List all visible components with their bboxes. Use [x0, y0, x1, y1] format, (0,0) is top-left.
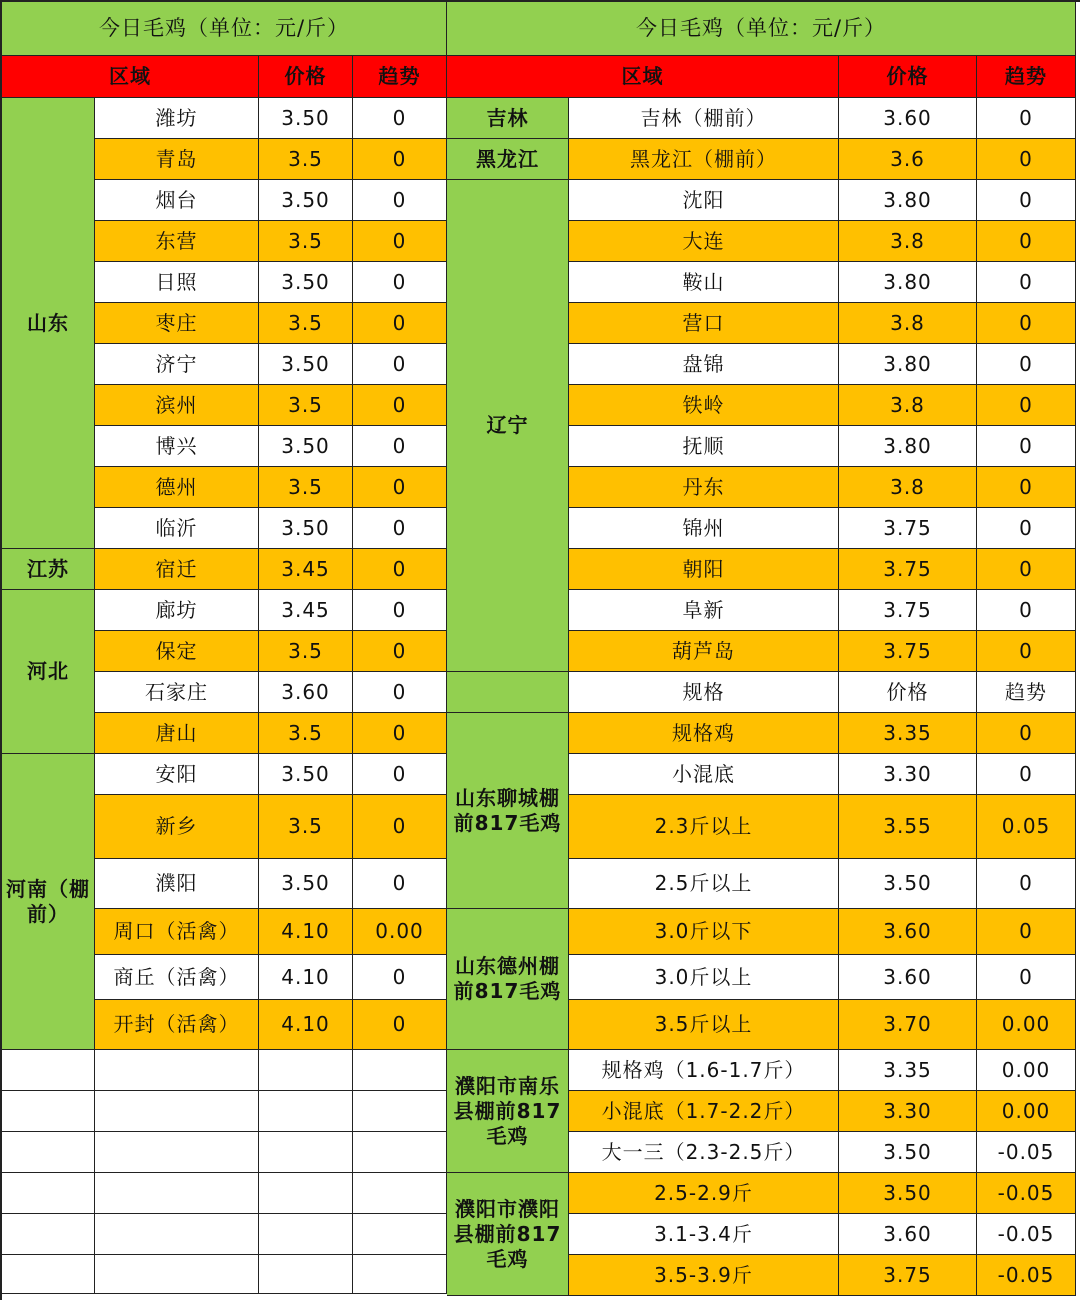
row-trend: 0: [977, 344, 1076, 385]
row-label: 3.0斤以下: [569, 909, 839, 955]
row-price: 3.60: [839, 1214, 977, 1255]
row-label: 保定: [95, 631, 259, 672]
empty-cell: [2, 1214, 95, 1255]
row-label: 滨州: [95, 385, 259, 426]
row-label: 安阳: [95, 754, 259, 795]
row-trend: 0: [353, 426, 447, 467]
empty-cell: [353, 1214, 447, 1255]
row-label: 新乡: [95, 795, 259, 859]
row-label: 枣庄: [95, 303, 259, 344]
row-trend: 0: [977, 631, 1076, 672]
row-price: 3.80: [839, 262, 977, 303]
row-trend: 0: [353, 262, 447, 303]
row-label: 大一三（2.3-2.5斤）: [569, 1132, 839, 1173]
region-label: 山东: [2, 98, 95, 549]
region-label: 辽宁: [447, 180, 569, 672]
row-trend: -0.05: [977, 1132, 1076, 1173]
row-label: 东营: [95, 221, 259, 262]
row-price: 4.10: [259, 1000, 353, 1050]
row-label: 唐山: [95, 713, 259, 754]
row-price: 3.35: [839, 1050, 977, 1091]
row-price: 3.45: [259, 549, 353, 590]
row-label: 日照: [95, 262, 259, 303]
row-trend: 0: [353, 549, 447, 590]
row-label: 青岛: [95, 139, 259, 180]
row-price: 3.50: [259, 754, 353, 795]
row-price: 3.8: [839, 221, 977, 262]
row-price: 3.8: [839, 467, 977, 508]
row-trend: 0.00: [977, 1091, 1076, 1132]
row-price: 3.5: [259, 221, 353, 262]
row-label: 廊坊: [95, 590, 259, 631]
row-label: 2.3斤以上: [569, 795, 839, 859]
row-trend: 0.00: [977, 1000, 1076, 1050]
row-trend: 0: [353, 1000, 447, 1050]
row-price: 3.50: [259, 98, 353, 139]
row-trend: 0: [353, 859, 447, 909]
row-trend: 0: [977, 713, 1076, 754]
region-label: 黑龙江: [447, 139, 569, 180]
row-trend: 0: [977, 590, 1076, 631]
row-price: 3.55: [839, 795, 977, 859]
row-trend: 0: [353, 590, 447, 631]
empty-cell: [2, 1255, 95, 1294]
right-table-title: 今日毛鸡（单位：元/斤）: [447, 2, 1076, 56]
row-label: 抚顺: [569, 426, 839, 467]
left-header-price: 价格: [259, 56, 353, 98]
empty-cell: [2, 1132, 95, 1173]
row-label: 小混底: [569, 754, 839, 795]
row-trend: 0.00: [977, 1050, 1076, 1091]
row-trend: 0: [977, 180, 1076, 221]
row-price: 3.50: [259, 426, 353, 467]
empty-cell: [353, 1132, 447, 1173]
row-label: 宿迁: [95, 549, 259, 590]
row-price: 3.30: [839, 754, 977, 795]
row-label: 吉林（棚前）: [569, 98, 839, 139]
empty-cell: [259, 1091, 353, 1132]
empty-cell: [2, 1091, 95, 1132]
region-label: 濮阳市南乐县棚前817毛鸡: [447, 1050, 569, 1173]
row-price: 3.75: [839, 1255, 977, 1296]
row-label: 大连: [569, 221, 839, 262]
empty-cell: [259, 1214, 353, 1255]
row-price: 3.80: [839, 180, 977, 221]
row-label: 小混底（1.7-2.2斤）: [569, 1091, 839, 1132]
row-price: 3.6: [839, 139, 977, 180]
row-price: 3.50: [259, 344, 353, 385]
row-price: 3.75: [839, 590, 977, 631]
empty-cell: [95, 1214, 259, 1255]
row-trend: 0: [353, 180, 447, 221]
row-price: 3.45: [259, 590, 353, 631]
row-label: 盘锦: [569, 344, 839, 385]
row-price: 3.80: [839, 344, 977, 385]
row-price: 3.8: [839, 303, 977, 344]
empty-cell: [2, 1173, 95, 1214]
row-label: 规格鸡: [569, 713, 839, 754]
row-trend: 0.05: [977, 795, 1076, 859]
row-price: 价格: [839, 672, 977, 713]
row-trend: 0: [977, 909, 1076, 955]
row-trend: 0: [353, 631, 447, 672]
row-price: 3.60: [839, 98, 977, 139]
row-trend: -0.05: [977, 1173, 1076, 1214]
row-label: 濮阳: [95, 859, 259, 909]
row-trend: 0: [353, 98, 447, 139]
row-trend: 0: [353, 713, 447, 754]
row-trend: 0: [977, 426, 1076, 467]
row-label: 沈阳: [569, 180, 839, 221]
row-label: 商丘（活禽）: [95, 955, 259, 1000]
row-trend: 0: [977, 139, 1076, 180]
row-price: 3.75: [839, 631, 977, 672]
left-header-trend: 趋势: [353, 56, 447, 98]
row-price: 4.10: [259, 955, 353, 1000]
row-price: 3.50: [839, 1173, 977, 1214]
row-price: 3.50: [839, 859, 977, 909]
row-label: 3.5-3.9斤: [569, 1255, 839, 1296]
empty-cell: [353, 1050, 447, 1091]
row-label: 德州: [95, 467, 259, 508]
row-price: 3.5: [259, 467, 353, 508]
region-label: [447, 672, 569, 713]
row-label: 济宁: [95, 344, 259, 385]
row-trend: 0: [353, 385, 447, 426]
row-price: 3.5: [259, 631, 353, 672]
row-price: 3.50: [839, 1132, 977, 1173]
row-label: 规格: [569, 672, 839, 713]
right-header-region: 区域: [447, 56, 839, 98]
row-trend: 0: [977, 549, 1076, 590]
row-trend: 0.00: [353, 909, 447, 955]
region-label: 吉林: [447, 98, 569, 139]
row-trend: 0: [977, 508, 1076, 549]
row-trend: 0: [353, 139, 447, 180]
empty-cell: [259, 1050, 353, 1091]
empty-cell: [259, 1255, 353, 1294]
empty-cell: [353, 1255, 447, 1294]
row-label: 葫芦岛: [569, 631, 839, 672]
empty-cell: [95, 1091, 259, 1132]
row-price: 3.60: [839, 955, 977, 1000]
row-label: 临沂: [95, 508, 259, 549]
row-label: 博兴: [95, 426, 259, 467]
row-trend: 0: [353, 467, 447, 508]
empty-cell: [2, 1050, 95, 1091]
right-header-price: 价格: [839, 56, 977, 98]
row-price: 3.50: [259, 508, 353, 549]
row-price: 3.50: [259, 262, 353, 303]
region-label: 山东聊城棚前817毛鸡: [447, 713, 569, 909]
row-price: 3.60: [839, 909, 977, 955]
region-label: 江苏: [2, 549, 95, 590]
row-label: 营口: [569, 303, 839, 344]
row-label: 规格鸡（1.6-1.7斤）: [569, 1050, 839, 1091]
row-price: 3.75: [839, 508, 977, 549]
row-price: 4.10: [259, 909, 353, 955]
left-header-region: 区域: [2, 56, 259, 98]
row-trend: 0: [977, 955, 1076, 1000]
empty-cell: [353, 1091, 447, 1132]
empty-cell: [259, 1173, 353, 1214]
row-label: 开封（活禽）: [95, 1000, 259, 1050]
row-price: 3.80: [839, 426, 977, 467]
row-label: 黑龙江（棚前）: [569, 139, 839, 180]
row-label: 3.5斤以上: [569, 1000, 839, 1050]
row-price: 3.5: [259, 303, 353, 344]
row-label: 丹东: [569, 467, 839, 508]
row-trend: 0: [353, 795, 447, 859]
empty-cell: [353, 1173, 447, 1214]
row-trend: 0: [977, 98, 1076, 139]
row-price: 3.5: [259, 385, 353, 426]
empty-cell: [95, 1173, 259, 1214]
row-label: 周口（活禽）: [95, 909, 259, 955]
row-label: 朝阳: [569, 549, 839, 590]
row-label: 3.1-3.4斤: [569, 1214, 839, 1255]
region-label: 河北: [2, 590, 95, 754]
row-trend: 0: [353, 303, 447, 344]
left-table-title: 今日毛鸡（单位：元/斤）: [2, 2, 447, 56]
region-label: 山东德州棚前817毛鸡: [447, 909, 569, 1050]
row-label: 烟台: [95, 180, 259, 221]
row-trend: 0: [977, 221, 1076, 262]
row-trend: -0.05: [977, 1214, 1076, 1255]
empty-cell: [95, 1050, 259, 1091]
row-price: 3.70: [839, 1000, 977, 1050]
row-price: 3.8: [839, 385, 977, 426]
row-trend: 0: [353, 955, 447, 1000]
row-trend: 0: [977, 467, 1076, 508]
region-label: 濮阳市濮阳县棚前817毛鸡: [447, 1173, 569, 1296]
row-price: 3.30: [839, 1091, 977, 1132]
row-trend: 0: [977, 754, 1076, 795]
row-trend: 0: [977, 385, 1076, 426]
row-trend: 0: [353, 221, 447, 262]
row-price: 3.5: [259, 795, 353, 859]
row-price: 3.75: [839, 549, 977, 590]
row-trend: 0: [353, 508, 447, 549]
row-label: 锦州: [569, 508, 839, 549]
empty-cell: [95, 1132, 259, 1173]
row-label: 阜新: [569, 590, 839, 631]
row-label: 潍坊: [95, 98, 259, 139]
row-price: 3.60: [259, 672, 353, 713]
row-trend: 0: [353, 754, 447, 795]
row-label: 石家庄: [95, 672, 259, 713]
row-label: 2.5斤以上: [569, 859, 839, 909]
row-label: 鞍山: [569, 262, 839, 303]
row-label: 2.5-2.9斤: [569, 1173, 839, 1214]
row-price: 3.5: [259, 139, 353, 180]
row-trend: 0: [977, 859, 1076, 909]
row-trend: -0.05: [977, 1255, 1076, 1296]
right-header-trend: 趋势: [977, 56, 1076, 98]
empty-cell: [259, 1132, 353, 1173]
row-price: 3.35: [839, 713, 977, 754]
row-label: 3.0斤以上: [569, 955, 839, 1000]
row-price: 3.50: [259, 859, 353, 909]
row-price: 3.5: [259, 713, 353, 754]
row-trend: 0: [353, 672, 447, 713]
row-price: 3.50: [259, 180, 353, 221]
row-label: 铁岭: [569, 385, 839, 426]
row-trend: 0: [977, 303, 1076, 344]
row-trend: 0: [353, 344, 447, 385]
row-trend: 趋势: [977, 672, 1076, 713]
row-trend: 0: [977, 262, 1076, 303]
empty-cell: [95, 1255, 259, 1294]
region-label: 河南（棚前）: [2, 754, 95, 1050]
